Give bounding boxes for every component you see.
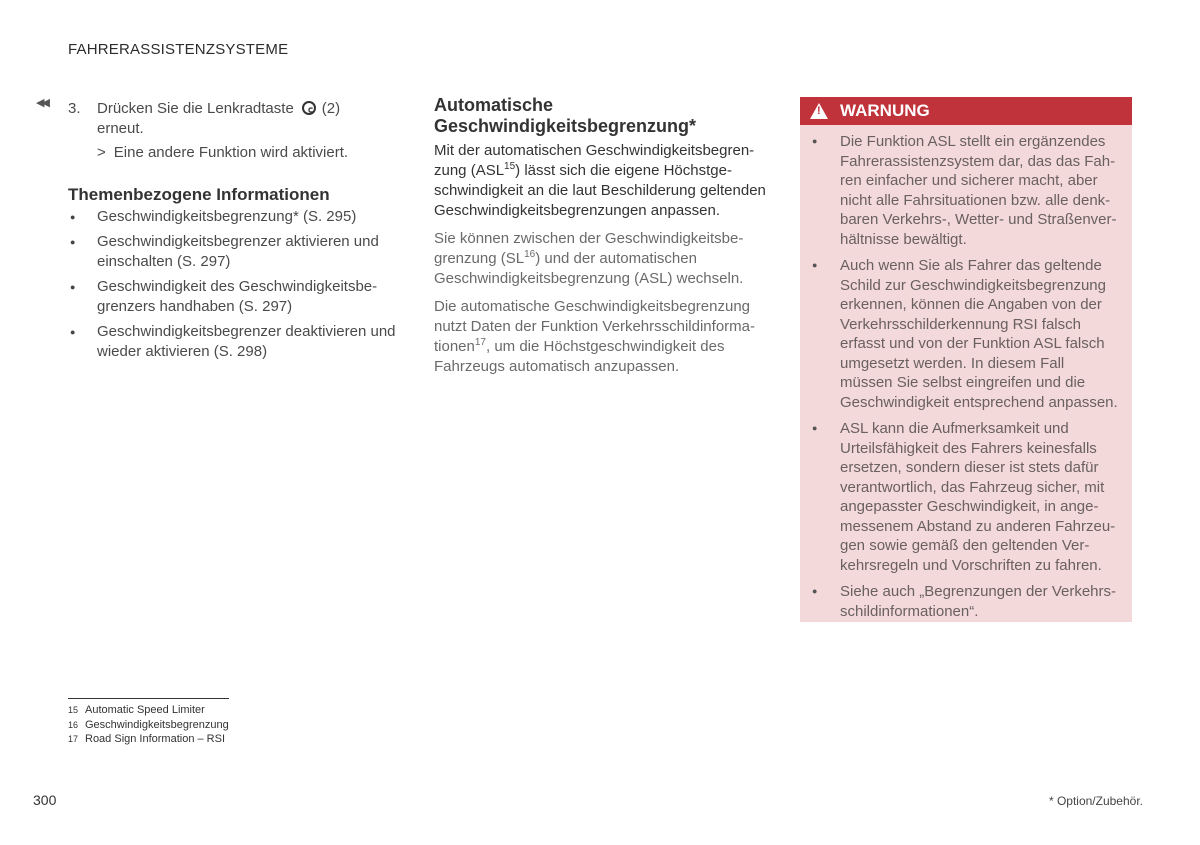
footnote-ref-16[interactable]: 16 — [524, 249, 536, 260]
warning-title: WARNUNG — [840, 101, 930, 120]
footnote — [68, 718, 229, 733]
footnote — [68, 732, 229, 747]
lead-paragraph — [434, 141, 766, 221]
warning-box — [800, 97, 1132, 622]
related-link[interactable]: ● Geschwindigkeitsbegrenzer aktivieren und einschalten (S. 297) — [68, 232, 413, 272]
footnote-number: 16 — [68, 719, 79, 730]
result-marker: > — [97, 144, 106, 161]
warning-list — [800, 132, 1132, 621]
related-link[interactable]: ● Geschwindigkeitsbegrenzer deaktivieren und wieder aktivieren (S. 298) — [68, 322, 413, 362]
warning-item: ● Die Funktion ASL stellt ein ergänzendes Fahrerassistenzsystem dar, das das Fahren einfacher und sicherer macht, aber nicht alle Fahrsituationen bzw. alle denkbaren Verkehrs-, Wetter- und Straßenverhältnisse bewältigt. — [800, 132, 1120, 249]
result-text: Eine andere Funktion wird aktiviert. — [113, 144, 349, 161]
section-header: FAHRERASSISTENZSYSTEME — [68, 41, 289, 58]
warning-triangle-icon: ! — [810, 103, 828, 119]
footnote — [68, 703, 229, 718]
related-link[interactable]: ● Geschwindigkeit des Geschwindigkeitsbegrenzers handhaben (S. 297) — [68, 277, 413, 317]
related-info-title: Themenbezogene Informationen — [68, 185, 330, 204]
warning-item: ● ASL kann die Aufmerksamkeit und Urteilsfähigkeit des Fahrers keinesfalls ersetzen, sondern dieser ist stets dafür verantwortlich, das Fahrzeug sicher, mit angepasster Geschwindigkeit, in angemessenem Abstand zu anderen Fahrzeugen sowie gemäß den geltenden Verkehrsregeln und Vorschriften zu fahren. — [800, 419, 1120, 575]
lead-text-cont: ) lässt sich die eigene Höchstgeschwindigkeit an die laut Beschilderung geltenden Geschwindigkeitsbegrenzungen anpassen. — [434, 162, 766, 219]
procedure-step — [68, 99, 413, 139]
step-text-after: (2) — [321, 100, 341, 117]
warning-item: ● Siehe auch „Begrenzungen der Verkehrsschildinformationen“. — [800, 582, 1120, 621]
body-text: Sie können zwischen der Geschwindigkeitsbegrenzung (SL — [434, 230, 744, 267]
footnote-ref-17[interactable]: 17 — [474, 337, 486, 348]
footnote-divider — [68, 698, 229, 699]
body-text-cont: ) und der automatischen Geschwindigkeitsbegrenzung (ASL) wechseln. — [434, 250, 744, 287]
body-text: Die automatische Geschwindigkeitsbegrenzung nutzt Daten der Funktion Verkehrsschildinformationen — [434, 298, 755, 355]
footnote-ref-15[interactable]: 15 — [504, 161, 516, 172]
step-text-line2: erneut. — [97, 120, 144, 137]
related-link[interactable]: ● Geschwindigkeitsbegrenzung* (S. 295) — [68, 207, 413, 227]
related-info-list — [68, 207, 413, 362]
section-heading: Automatische Geschwindigkeitsbegrenzung* — [434, 95, 697, 136]
body-paragraph — [434, 297, 766, 377]
double-left-arrow-icon[interactable]: ◀◀ — [36, 97, 47, 109]
body-text-cont: , um die Höchstgeschwindigkeit des Fahrzeugs automatisch anzupassen. — [434, 338, 725, 375]
footnote-text: Road Sign Information – RSI — [85, 733, 226, 745]
footnotes — [68, 703, 229, 747]
footnote-number: 15 — [68, 705, 79, 715]
option-note: * Option/Zubehör. — [1048, 794, 1143, 808]
steering-wheel-button-icon — [302, 101, 316, 115]
step-text: Drücken Sie die Lenkradtaste — [97, 100, 294, 117]
body-paragraph — [434, 229, 766, 289]
warning-item: ● Auch wenn Sie als Fahrer das geltende Schild zur Geschwindigkeitsbegrenzung erkennen, können die Angaben von der Verkehrsschilderkennung RSI falsch erfasst und von der Funktion ASL falsch umgesetzt werden. In diesem Fall müssen Sie selbst eingreifen und die Geschwindigkeit entsprechend anpassen. — [800, 256, 1120, 412]
lead-text: Mit der automatischen Geschwindigkeitsbegrenzung (ASL — [434, 142, 755, 179]
middle-column — [434, 95, 766, 385]
left-column — [68, 99, 413, 367]
footnote-number: 17 — [68, 734, 79, 744]
page-number: 300 — [33, 792, 57, 808]
footnote-text: Geschwindigkeitsbegrenzung — [85, 718, 229, 731]
warning-header — [800, 97, 1132, 125]
step-number: 3. — [68, 100, 81, 117]
step-result — [68, 143, 413, 163]
footnote-text: Automatic Speed Limiter — [85, 704, 205, 716]
